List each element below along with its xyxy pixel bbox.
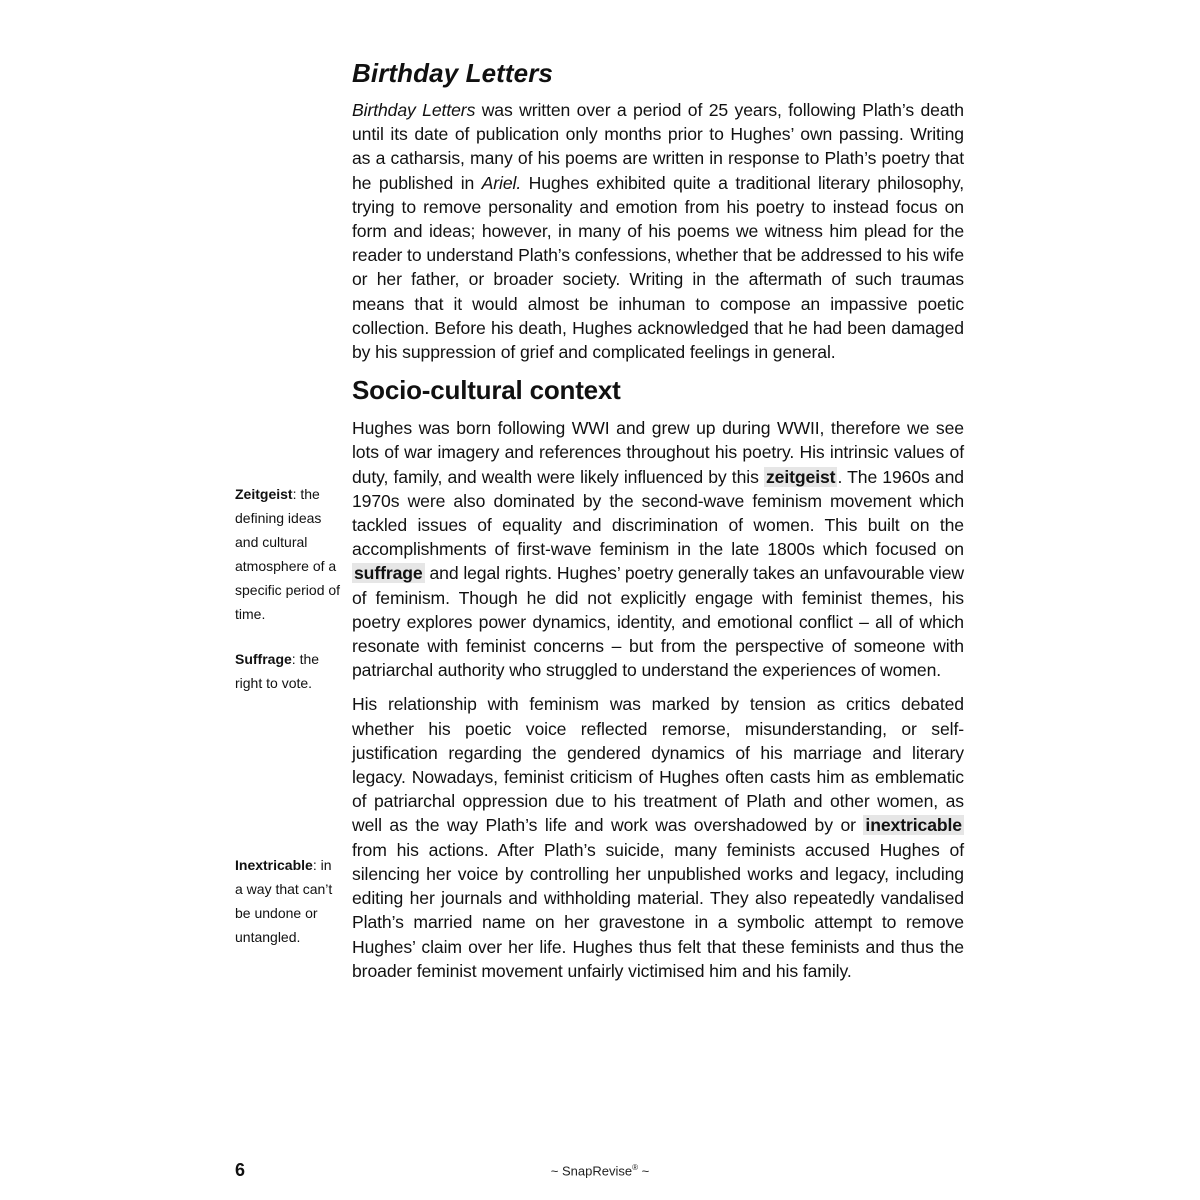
highlight-term-suffrage: suffrage	[354, 563, 423, 584]
section-title-birthday-letters: Birthday Letters	[352, 58, 553, 88]
main-content	[352, 56, 964, 993]
para-text: and legal rights. Hughes’ poetry generally takes an unfavourable view of feminism. Though he did not explicitly engage with feminist themes, his poetry explores power dynamics, identity, and emotional conflict – all of which resonate with feminist concerns – but from the perspective of someone with patriarchal authority who struggled to understand the experiences of women.	[352, 563, 964, 681]
para-text: His relationship with feminism was marked by tension as critics debated whether his poetic voice reflected remorse, misunderstanding, or self-justification regarding the gendered dynamics of his marriage and literary legacy. Nowadays, feminist criticism of Hughes often casts him as emblematic of patriarchal oppression due to his treatment of Plath and other women, as well as the way Plath’s life and work was overshadowed by or	[352, 694, 964, 836]
glossary-definition: : the defining ideas and cultural atmosphere of a specific period of time.	[235, 486, 341, 622]
section-title-socio-cultural: Socio-cultural context	[352, 375, 621, 406]
glossary-definition: : the right to vote.	[235, 651, 320, 691]
birthday-letters-paragraph	[352, 98, 964, 364]
para-text: . The 1960s and 1970s were also dominated by the second-wave feminism movement which tackled issues of equality and discrimination of women. This built on the accomplishments of first-wave feminism in the late 1800s which focused on	[352, 466, 964, 560]
tilde-left: ~	[550, 1163, 562, 1179]
italic-title-birthday-letters: Birthday Letters	[352, 100, 476, 120]
para-text: was written over a period of 25 years, following Plath’s death until its date of publication only months prior to Hughes’ own passing. Writing as a catharsis, many of his poems are written in response to Plath’s poetry that he published in	[352, 100, 964, 193]
socio-cultural-paragraph-2	[352, 692, 964, 982]
glossary-inextricable	[235, 853, 341, 949]
socio-cultural-paragraph-1	[352, 416, 964, 682]
tilde-right: ~	[638, 1163, 650, 1179]
registered-mark: ®	[632, 1163, 638, 1172]
para-text: from his actions. After Plath’s suicide, many feminists accused Hughes of silencing her voice by controlling her unpublished works and legacy, including editing her journals and withholding material. They also repeatedly vandalised Plath’s married name on her gravestone in a symbolic attempt to remove Hughes’ claim over her life. Hughes thus felt that these feminists and thus the broader feminist movement unfairly victimised him and his family.	[352, 839, 964, 981]
para-text: Hughes was born following WWI and grew up during WWII, therefore we see lots of war imagery and references throughout his poetry. His intrinsic values of duty, family, and wealth were likely influenced by this	[352, 418, 964, 487]
glossary-term: Zeitgeist	[235, 486, 293, 502]
glossary-definition: : in a way that can’t be undone or untangled.	[235, 857, 333, 945]
italic-title-ariel: Ariel.	[481, 172, 522, 193]
highlight-term-zeitgeist: zeitgeist	[765, 466, 836, 487]
brand-name: SnapRevise	[561, 1163, 633, 1179]
glossary-zeitgeist	[235, 482, 341, 626]
highlight-term-inextricable: inextricable	[865, 815, 962, 836]
glossary-suffrage	[235, 647, 341, 695]
footer-brand	[0, 1163, 1200, 1178]
glossary-term: Inextricable	[235, 857, 313, 873]
para-text: Hughes exhibited quite a traditional literary philosophy, trying to remove personality and emotion from his poetry to instead focus on form and ideas; however, in many of his poems we witness him plead for the reader to understand Plath’s confessions, whether that be addressed to his wife or her father, or broader society. Writing in the aftermath of such traumas means that it would almost be inhuman to compose an impassive poetic collection. Before his death, Hughes acknowledged that he had been damaged by his suppression of grief and complicated feelings in general.	[352, 172, 964, 363]
glossary-term: Suffrage	[235, 651, 292, 667]
page-number: 6	[235, 1160, 246, 1180]
